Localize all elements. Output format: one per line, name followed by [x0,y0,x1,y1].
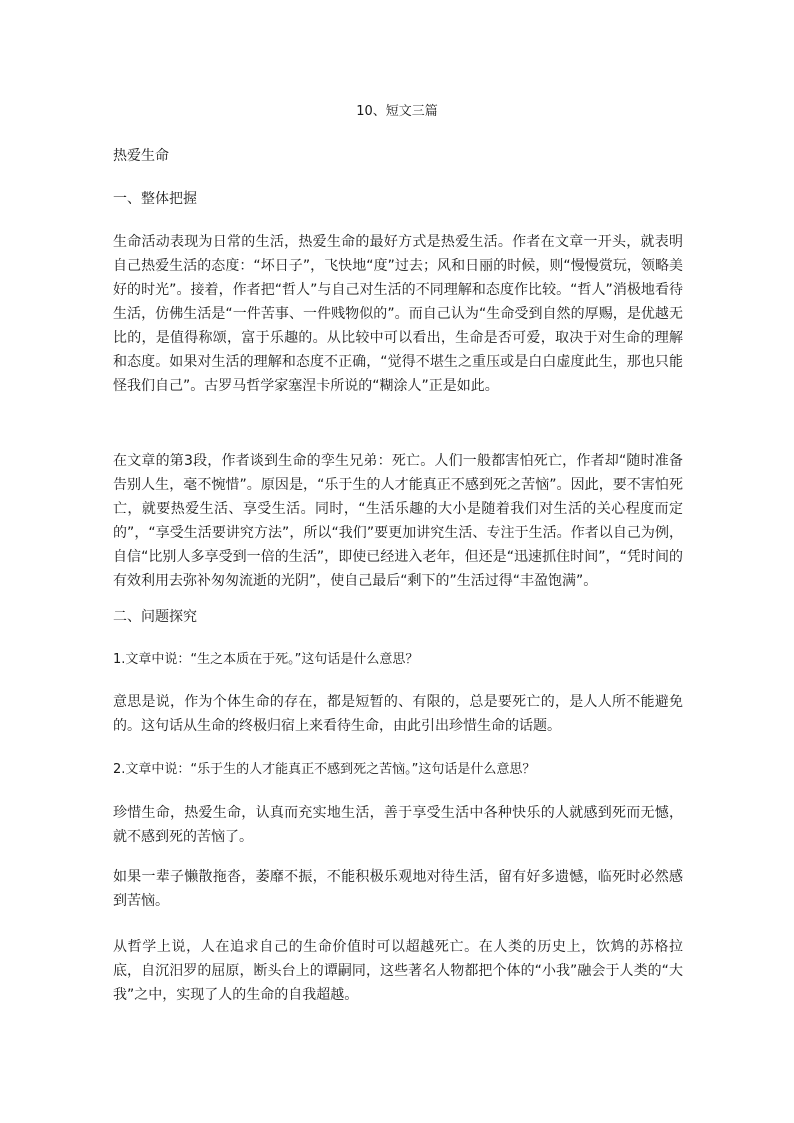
section-heading-overall: 一、整体把握 [113,191,197,207]
answer-2-paragraph-2: 如果一辈子懒散拖沓，萎靡不振，不能积极乐观地对待生活，留有好多遗憾，临死时必然感到苦恼。 [113,869,683,909]
question-2: 2.文章中说：“乐于生的人才能真正不感到死之苦恼。”这句话是什么意思？ [113,762,536,777]
document-title: 10、短文三篇 [356,104,438,119]
paragraph-overall-1: 生命活动表现为日常的生活，热爱生命的最好方式是热爱生活。作者在文章一开头，就表明自己热爱生活的态度：“坏日子”，飞快地“度”过去；风和日丽的时候，则“慢慢赏玩，领略美好的时光”。接着，作者把“哲人”与自己对生活的不同理解和态度作比较。“哲人”消极地看待生活，仿佛生活是“一件苦事、一件贱物似的”。而自己认为“生命受到自然的厚赐，是优越无比的，是值得称颂，富于乐趣的。从比较中可以看出，生命是否可爱，取决于对生命的理解和态度。如果对生活的理解和态度不正确，“觉得不堪生之重压或是白白虚度此生，那也只能怪我们自己”。古罗马哲学家塞涅卡所说的“糊涂人”正是如此。 [113,234,683,394]
document-subtitle: 热爱生命 [113,148,169,164]
answer-2-paragraph-3: 从哲学上说，人在追求自己的生命价值时可以超越死亡。在人类的历史上，饮鸩的苏格拉底，自沉汨罗的屈原，断头台上的谭嗣同，这些著名人物都把个体的“小我”融会于人类的“大我”之中，实现了人的生命的自我超越。 [113,939,683,1003]
question-1: 1.文章中说：“生之本质在于死。”这句话是什么意思？ [113,652,419,667]
answer-2-paragraph-1: 珍惜生命，热爱生命，认真而充实地生活，善于享受生活中各种快乐的人就感到死而无憾，就不感到死的苦恼了。 [113,805,683,845]
paragraph-overall-2: 在文章的第3段，作者谈到生命的孪生兄弟：死亡。人们一般都害怕死亡，作者却“随时准备告别人生，毫不惋惜”。原因是，“乐于生的人才能真正不感到死之苦恼”。因此，要不害怕死亡，就要热爱生活、享受生活。同时，“生活乐趣的大小是随着我们对生活的关心程度而定的”，“享受生活要讲究方法”，所以“我们”要更加讲究生活、专注于生活。作者以自己为例，自信“比别人多享受到一倍的生活”，即使已经进入老年，但还是“迅速抓住时间”，“凭时间的有效利用去弥补匆匆流逝的光阴”，使自己最后“剩下的”生活过得“丰盈饱满”。 [113,453,683,589]
section-heading-inquiry: 二、问题探究 [113,609,197,625]
answer-1: 意思是说，作为个体生命的存在，都是短暂的、有限的，总是要死亡的，是人人所不能避免的。这句话从生命的终极归宿上来看待生命，由此引出珍惜生命的话题。 [113,694,683,734]
